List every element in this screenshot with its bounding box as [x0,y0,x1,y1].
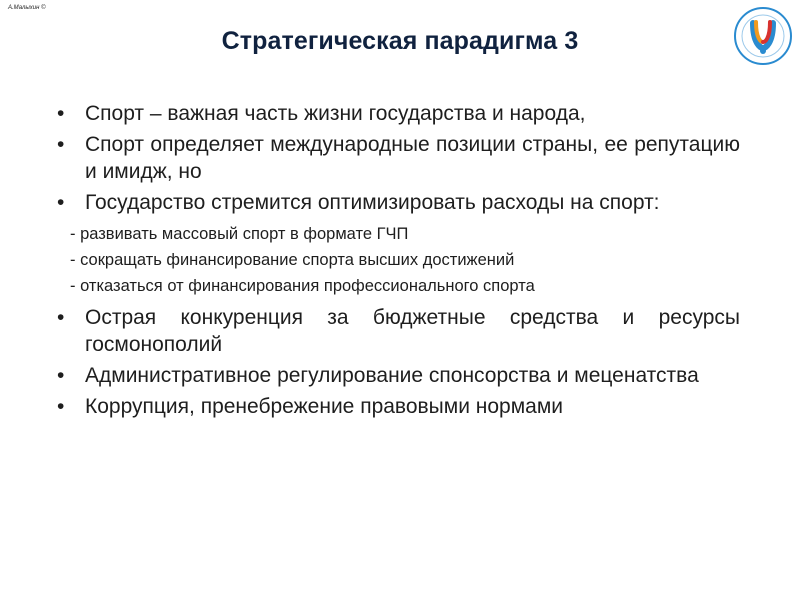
bullet-text: Административное регулирование спонсорства и меценатства [85,364,699,387]
bullet-text: Коррупция, пренебрежение правовыми нормами [85,395,564,418]
bullet-item [55,362,740,389]
bullet-text: Государство стремится оптимизировать расходы на спорт: [85,191,660,214]
slide-title: Стратегическая парадигма 3 [221,27,579,55]
bullet-marker: • [57,395,65,418]
bullet-text: Спорт – важная часть жизни государства и народа, [85,102,586,125]
bullet-item [55,189,740,216]
bullet-item [55,304,740,358]
bullet-item [55,100,740,127]
bullet-marker: • [57,191,65,214]
sub-item: - отказаться от финансирования профессионального спорта [70,277,535,295]
bullet-marker: • [57,364,65,387]
bullet-marker: • [57,306,65,329]
slide-content [55,100,740,424]
bullet-text: Острая конкуренция за бюджетные средства и ресурсы госмонополий [85,306,740,356]
bullet-item [55,131,740,185]
sub-item: - сокращать финансирование спорта высших достижений [70,251,515,269]
bullet-marker: • [57,133,65,156]
bullet-text: Спорт определяет международные позиции страны, ее репутацию и имидж, но [85,133,740,183]
bullet-marker: • [57,102,65,125]
bullet-item [55,393,740,420]
author-note: А.Малыхин © [8,5,46,11]
sub-item: - развивать массовый спорт в формате ГЧП [70,225,409,243]
